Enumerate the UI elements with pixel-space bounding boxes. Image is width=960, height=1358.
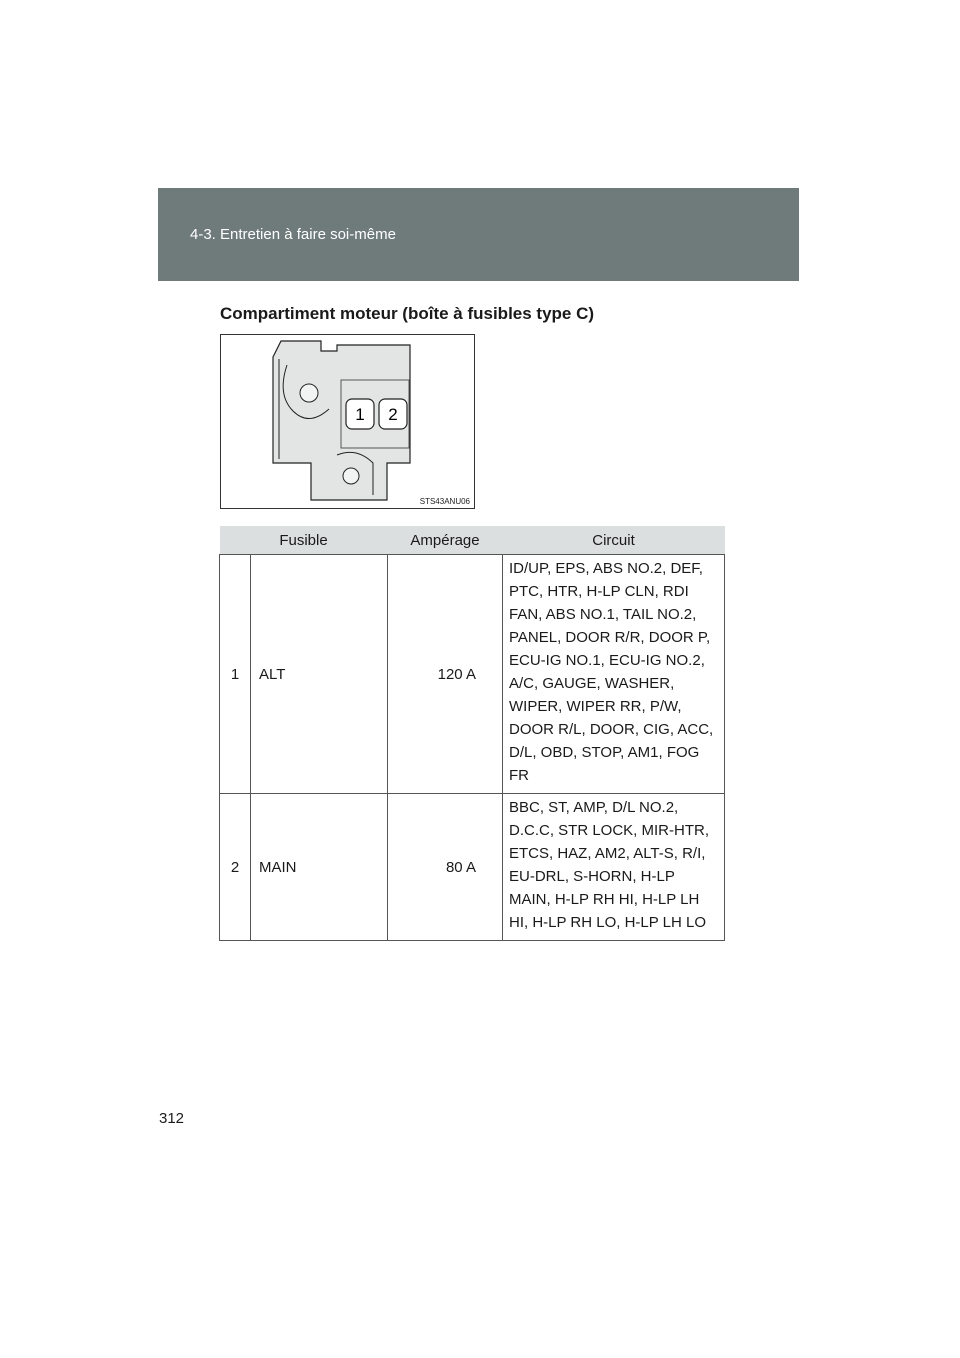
table-row	[220, 794, 725, 941]
fuse-amperage: 80 A	[388, 794, 503, 941]
subheading: Compartiment moteur (boîte à fusibles type C)	[220, 304, 595, 323]
section-title: 4-3. Entretien à faire soi-même	[190, 226, 396, 243]
fuse-circuit: BBC, ST, AMP, D/L NO.2, D.C.C, STR LOCK, MIR-HTR, ETCS, HAZ, AM2, ALT-S, R/I, EU-DRL, S-HORN, H-LP MAIN, H-LP RH HI, H-LP LH HI, H-LP RH LO, H-LP LH LO	[503, 794, 725, 941]
fuse-box-illustration	[221, 335, 474, 508]
table-header-row	[220, 526, 725, 555]
fuse-number: 1	[220, 555, 251, 794]
figure-code: STS43ANU06	[419, 497, 470, 506]
fuse-name: MAIN	[251, 794, 388, 941]
fuse-box-figure	[220, 334, 475, 509]
fuse-circuit: ID/UP, EPS, ABS NO.2, DEF, PTC, HTR, H-LP CLN, RDI FAN, ABS NO.1, TAIL NO.2, PANEL, DOOR R/R, DOOR P, ECU-IG NO.1, ECU-IG NO.2, A/C, GAUGE, WASHER, WIPER, WIPER RR, P/W, DOOR R/L, DOOR, CIG, ACC, D/L, OBD, STOP, AM1, FOG FR	[503, 555, 725, 794]
table-row	[220, 555, 725, 794]
fuse-table	[219, 526, 725, 941]
page-number: 312	[159, 1110, 185, 1127]
col-circuit: Circuit	[503, 526, 725, 555]
fuse-amperage: 120 A	[388, 555, 503, 794]
col-fusible: Fusible	[220, 526, 388, 555]
fuse-number: 2	[220, 794, 251, 941]
col-amperage: Ampérage	[388, 526, 503, 555]
fuse-1-label: 1	[355, 405, 365, 424]
fuse-name: ALT	[251, 555, 388, 794]
fuse-2-label: 2	[388, 405, 398, 424]
